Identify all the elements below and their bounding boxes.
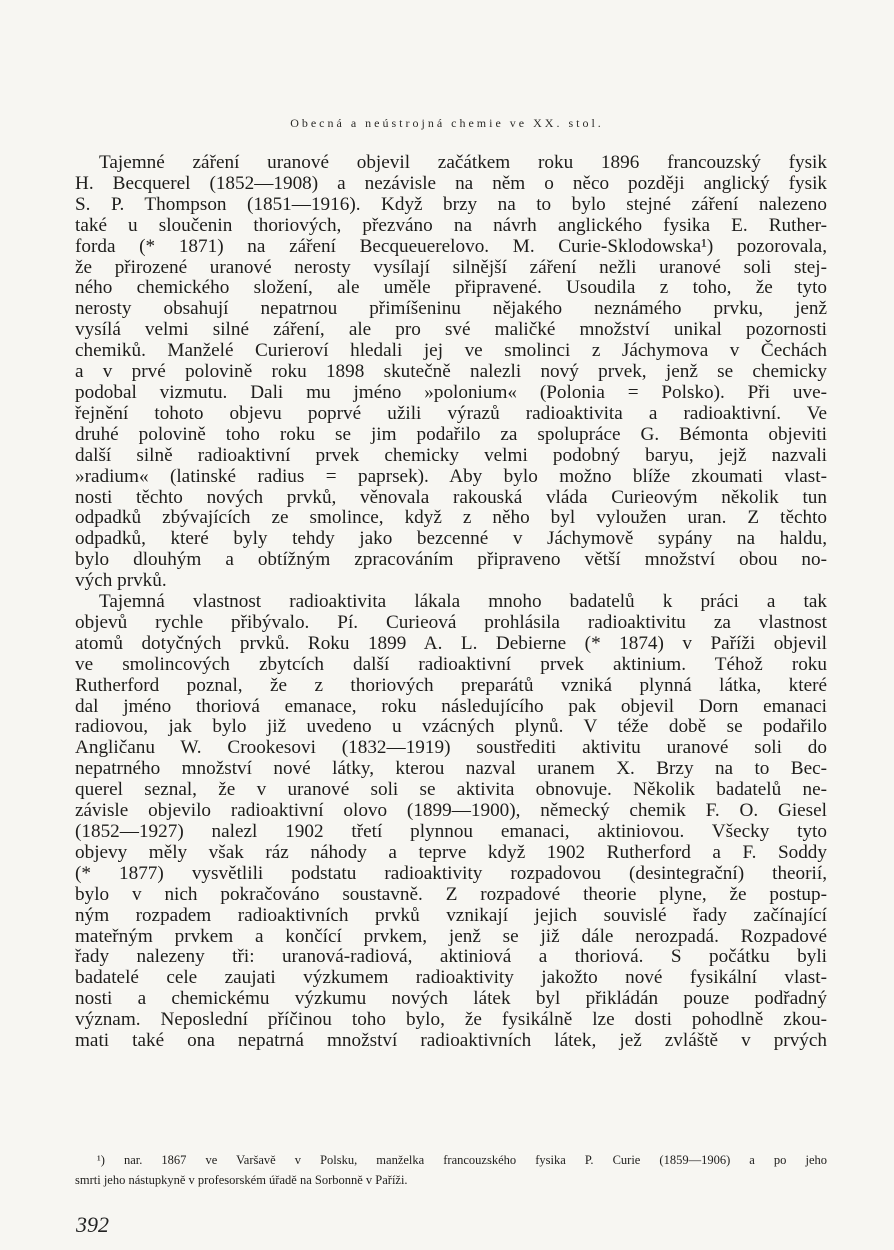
text-line: objevů rychle přibývalo. Pí. Curieová prohlásila radioaktivitu za vlastnost — [75, 611, 827, 633]
text-line: querel seznal, že v uranové soli se aktivita obnovuje. Několik badatelů ne- — [75, 779, 827, 801]
page-number: 392 — [76, 1212, 109, 1237]
text-line: dal jméno thoriová emanace, roku následujícího pak objevil Dorn emanaci — [75, 695, 827, 717]
text-line: řejnění tohoto objevu poprvé užili výrazů radioaktivita a radioaktivní. Ve — [75, 402, 827, 424]
footnote — [75, 1151, 827, 1190]
text-line: také u sloučenin thoriových, přezváno na návrh anglického fysika E. Ruther- — [75, 214, 827, 236]
text-line: odpadků, které byly tehdy jako bezcenné v Jáchymově sypány na haldu, — [75, 528, 827, 550]
text-line: nerosty obsahují nepatrnou přimíšeninu nějakého neznámého prvku, jenž — [75, 298, 827, 320]
text-line: a v prvé polovině roku 1898 skutečně nalezli nový prvek, jenž se chemicky — [75, 361, 827, 383]
text-line: Rutherford poznal, že z thoriových preparátů vzniká plynná látka, které — [75, 674, 827, 696]
text-line: vých prvků. — [75, 570, 167, 592]
text-line: H. Becquerel (1852—1908) a nezávisle na něm o něco později anglický fysik — [75, 172, 827, 194]
text-line: další silně radioaktivní prvek chemicky velmi podobný baryu, jejž nazvali — [75, 444, 827, 466]
text-line: druhé polovině toho roku se jim podařilo za spolupráce G. Bémonta objeviti — [75, 423, 827, 445]
text-line: badatelé cele zaujati výzkumem radioaktivity jakožto nové fysikální vlast- — [75, 967, 827, 989]
text-line: chemiků. Manželé Curieroví hledali jej ve smolinci z Jáchymova v Čechách — [75, 340, 827, 362]
text-line: ve smolincových zbytcích další radioaktivní prvek aktinium. Téhož roku — [75, 653, 827, 675]
text-line: vysílá velmi silné záření, ale pro své maličké množství unikal pozornosti — [75, 319, 827, 341]
text-line: (* 1877) vysvětlili podstatu radioaktivity rozpadovou (desintegrační) theorií, — [75, 862, 827, 884]
text-line: Angličanu W. Crookesovi (1832—1919) soustřediti aktivitu uranové soli do — [75, 737, 827, 759]
body-text — [75, 153, 827, 1052]
text-line: nosti a chemickému výzkumu nových látek byl přikládán pouze podřadný — [75, 988, 827, 1010]
text-line: bylo v nich pokračováno soustavně. Z rozpadové theorie plyne, že postup- — [75, 883, 827, 905]
footnote-line: smrti jeho nástupkyně v profesorském úřadě na Sorbonně v Paříži. — [75, 1172, 408, 1187]
text-line: S. P. Thompson (1851—1916). Když brzy na to bylo stejné záření nalezeno — [75, 193, 827, 215]
running-head: Obecná a neústrojná chemie ve XX. stol. — [290, 116, 604, 130]
text-line: ným rozpadem radioaktivních prvků vznikají jejich souvislé řady začínající — [75, 904, 827, 926]
footnote-line: ¹) nar. 1867 ve Varšavě v Polsku, manželka francouzského fysika P. Curie (1859—1906) a po jeho — [97, 1153, 827, 1167]
text-line: objevy měly však ráz náhody a teprve když 1902 Rutherford a F. Soddy — [75, 841, 827, 863]
text-line: odpadků zbývajících ze smolince, když z něho byl vyloužen uran. Z těchto — [75, 507, 827, 529]
text-line: (1852—1927) nalezl 1902 třetí plynnou emanaci, aktiniovou. Všecky tyto — [75, 821, 827, 842]
text-line: význam. Neposlední příčinou toho bylo, že fysikálně lze dosti pohodlně zkou- — [75, 1009, 827, 1031]
text-line: Tajemná vlastnost radioaktivita lákala mnoho badatelů k práci a tak — [99, 591, 827, 613]
text-line: forda (* 1871) na záření Becqueuerelovo. M. Curie-Sklodowska¹) pozorovala, — [75, 235, 827, 257]
text-line: řady nalezeny tři: uranová-radiová, aktiniová a thoriová. S počátku byli — [75, 946, 827, 968]
text-line: nepatrného množství nové látky, kterou nazval uranem X. Brzy na to Bec- — [75, 758, 827, 780]
text-line: že přirozené uranové nerosty vysílají silnější záření nežli uranové soli stej- — [75, 256, 827, 278]
text-line: radiovou, jak bylo již uvedeno u vzácných plynů. V téže době se podařilo — [75, 716, 827, 738]
text-line: mateřným prvkem a končící prvkem, jenž se již dále nerozpadá. Rozpadové — [75, 925, 827, 947]
text-line: ného chemického složení, ale uměle připravené. Usoudila z toho, že tyto — [75, 277, 827, 299]
text-line: atomů dotyčných prvků. Roku 1899 A. L. Debierne (* 1874) v Paříži objevil — [75, 632, 827, 654]
text-line: bylo dlouhým a obtížným zpracováním připraveno větší množství obou no- — [75, 549, 827, 571]
text-line: mati také ona nepatrná množství radioaktivních látek, jež zvláště v prvých — [75, 1030, 827, 1052]
text-line: Tajemné záření uranové objevil začátkem roku 1896 francouzský fysik — [99, 152, 827, 173]
text-line: závisle objevilo radioaktivní olovo (1899—1900), německý chemik F. O. Giesel — [75, 800, 827, 822]
text-line: »radium« (latinské radius = paprsek). Aby bylo možno blíže zkoumati vlast- — [75, 465, 827, 487]
text-line: nosti těchto nových prvků, věnovala rakouská vláda Curieovým několik tun — [75, 486, 827, 508]
text-line: podobal vizmutu. Dali mu jméno »polonium« (Polonia = Polsko). Při uve- — [75, 381, 827, 403]
